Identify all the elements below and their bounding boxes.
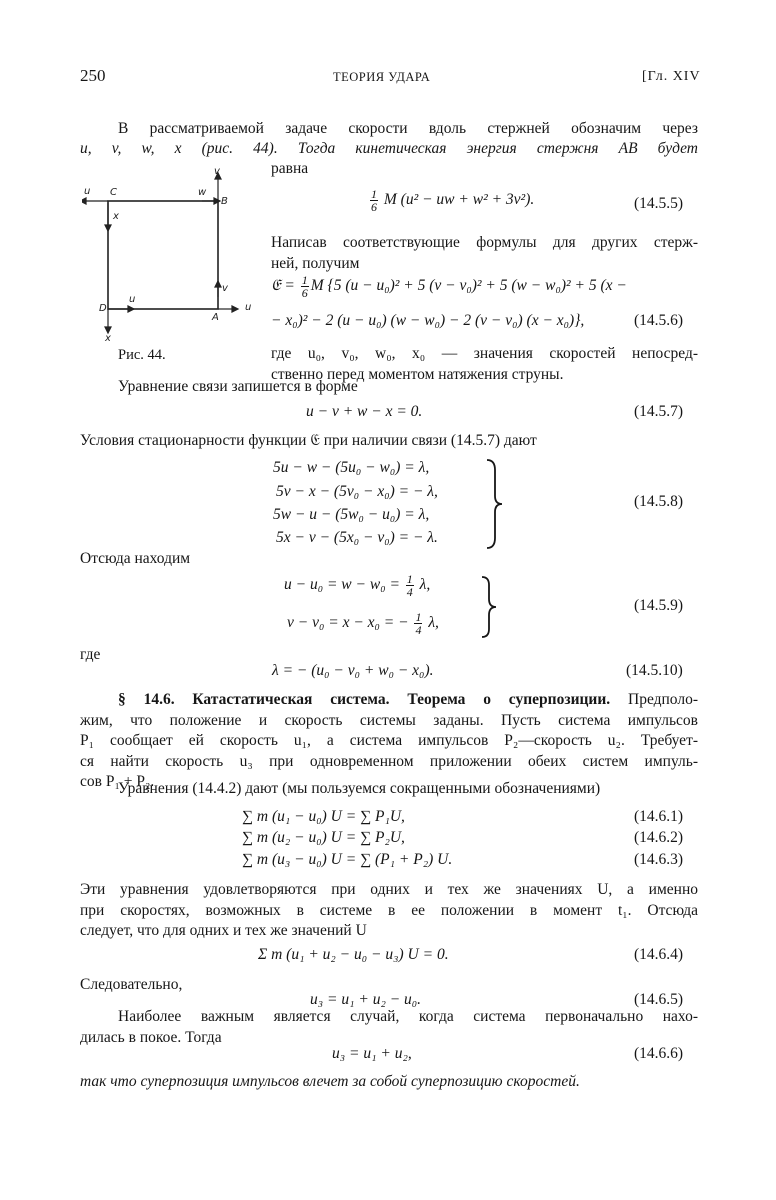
equation-14-5-5: $\frac{1}{6}$ M (u² − uw + w² + 3v²).	[371, 187, 535, 214]
text-line: В рассматриваемой задаче скорости вдоль стержней обозначим через	[118, 120, 698, 137]
equation-14-5-7: u − v + w − x = 0.	[306, 403, 423, 420]
figure-44-diagram	[82, 165, 262, 345]
figure-caption: Рис. 44.	[118, 347, 166, 363]
text-line: сов P₁ + P₂.	[80, 773, 155, 790]
arrow-right-a	[232, 306, 238, 312]
fig-label-A: A	[212, 312, 219, 323]
arrow-up-a	[215, 281, 221, 287]
equation-number-14-6-3: (14.6.3)	[634, 851, 684, 868]
text-line: u, v, w, x (рис. 44). Тогда кинетическая энергия стержня AB будет	[80, 140, 698, 157]
text-line: ней, получим	[271, 254, 360, 272]
text-line: Написав соответствующие формулы для других стерж-	[271, 234, 698, 251]
frame-rect	[108, 201, 218, 309]
fig-label-x-bottom: x	[105, 333, 111, 344]
paragraph-8: Уравнения (14.4.2) дают (мы пользуемся сокращенными обозначениями)	[118, 780, 601, 797]
page-number: 250	[80, 66, 106, 85]
equation-14-6-2: ∑ m (u₂ − u₀) U = ∑ P₂U,	[242, 829, 405, 846]
brace-14-5-9	[480, 575, 500, 639]
fig-label-u-bottom: u	[129, 294, 136, 305]
paragraph-10: Следовательно,	[80, 976, 183, 993]
paragraph-1	[80, 119, 698, 140]
arrow-down-c	[105, 225, 111, 231]
text-line: § 14.6. Катастатическая система. Теорема о суперпозиции. Предполо-	[118, 691, 698, 708]
paragraph-7: где	[80, 646, 101, 663]
paragraph-1-end	[271, 159, 371, 180]
equation-number-14-6-1: (14.6.1)	[634, 808, 684, 825]
text-line: жим, что положение и скорость системы заданы. Пусть система импульсов	[80, 711, 698, 729]
equation-number-14-5-8: (14.5.8)	[634, 493, 684, 510]
text-line: Эти уравнения удовлетворяются при одних и тех же значениях U, а именно	[80, 881, 698, 898]
text-line: следует, что для одних и тех же значений U	[80, 922, 367, 939]
arrow-left-top	[82, 198, 86, 204]
equation-14-6-5: u₃ = u₁ + u₂ − u₀.	[310, 991, 422, 1008]
paragraph-2	[271, 233, 698, 274]
brace-14-5-8	[485, 458, 505, 550]
equation-14-6-6: u₃ = u₁ + u₂,	[332, 1045, 412, 1062]
equation-14-5-9-line-1: u − u₀ = w − w₀ = $\frac{1}{4}$ λ,	[284, 572, 431, 599]
fig-label-u-right: u	[245, 302, 252, 313]
paragraph-1-cont	[80, 139, 698, 160]
section-14-6	[80, 690, 698, 793]
equation-14-5-8-line-2: 5v − x − (5v₀ − x₀) = − λ,	[276, 483, 438, 500]
equation-14-6-1: ∑ m (u₁ − u₀) U = ∑ P₁U,	[242, 808, 405, 825]
fig-label-w-top: w	[198, 187, 207, 198]
paragraph-11	[80, 1007, 698, 1048]
paragraph-6: Отсюда находим	[80, 550, 191, 567]
fig-label-v-mid: v	[222, 283, 228, 294]
arrow-right-top	[214, 198, 220, 204]
equation-14-5-8-line-4: 5x − v − (5x₀ − v₀) = − λ.	[276, 529, 438, 546]
equation-number-14-6-2: (14.6.2)	[634, 829, 684, 846]
equation-14-5-8-line-1: 5u − w − (5u₀ − w₀) = λ,	[273, 459, 430, 476]
text-line: равна	[271, 160, 309, 177]
fig-label-D: D	[99, 303, 107, 314]
fig-label-v-top: v	[214, 166, 220, 177]
fraction: $\frac{1}{4}$	[415, 610, 422, 637]
text-line: дилась в покое. Тогда	[80, 1028, 222, 1046]
text-line: ся найти скорость u₃ при одновременном приложении обеих систем импуль-	[80, 752, 698, 770]
equation-14-5-10: λ = − (u₀ − v₀ + w₀ − x₀).	[272, 662, 434, 679]
equation-number-14-6-6: (14.6.6)	[634, 1045, 684, 1062]
fraction: $\frac{1}{6}$	[301, 273, 308, 300]
paragraph-9	[80, 880, 698, 942]
equation-number-14-5-9: (14.5.9)	[634, 597, 684, 614]
chapter-label: [Гл. XIV	[642, 69, 701, 84]
equation-14-6-3: ∑ m (u₃ − u₀) U = ∑ (P₁ + P₂) U.	[242, 851, 453, 868]
fig-label-u-left: u	[84, 186, 91, 197]
fig-label-x-mid: x	[113, 211, 119, 222]
text-line: ственно перед моментом натяжения струны.	[271, 365, 564, 383]
text-line: при скоростях, возможных в системе в ее положении в момент t₁. Отсюда	[80, 901, 698, 919]
paragraph-5: Условия стационарности функции 𝔈 при наличии связи (14.5.7) дают	[80, 432, 537, 449]
equation-number-14-5-5: (14.5.5)	[634, 195, 684, 212]
equation-14-5-9-line-2: v − v₀ = x − x₀ = − $\frac{1}{4}$ λ,	[287, 610, 439, 637]
fig-label-C: C	[110, 187, 117, 198]
text-line: где u₀, v₀, w₀, x₀ — значения скоростей непосред-	[271, 345, 698, 362]
fraction: $\frac{1}{4}$	[406, 572, 413, 599]
paragraph-12: так что суперпозиция импульсов влечет за собой суперпозицию скоростей.	[80, 1073, 580, 1090]
equation-14-5-6-line-2: − x₀)² − 2 (u − u₀) (w − w₀) − 2 (v − v₀) (x − x₀)},	[271, 312, 585, 329]
equation-number-14-5-7: (14.5.7)	[634, 403, 684, 420]
text-line: P₁ сообщает ей скорость u₁, а система импульсов P₂—скорость u₂. Требует-	[80, 732, 698, 749]
arrow-right-d	[128, 306, 134, 312]
section-heading: § 14.6. Катастатическая система. Теорема о суперпозиции.	[118, 691, 611, 708]
text-line: Наиболее важным является случай, когда система первоначально нахо-	[118, 1008, 698, 1025]
fraction: $\frac{1}{6}$	[371, 187, 377, 214]
equation-14-5-8-line-3: 5w − u − (5w₀ − u₀) = λ,	[273, 506, 430, 523]
equation-number-14-6-5: (14.6.5)	[634, 991, 684, 1008]
equation-14-6-4: Σ m (u₁ + u₂ − u₀ − u₃) U = 0.	[258, 946, 449, 963]
equation-14-5-6-line-1: 𝔈 = $\frac{1}{6}$ M {5 (u − u₀)² + 5 (v − v₀)² + 5 (w − w₀)² + 5 (x −	[271, 273, 627, 300]
equation-number-14-6-4: (14.6.4)	[634, 946, 684, 963]
fig-label-B: B	[221, 196, 228, 207]
equation-number-14-5-10: (14.5.10)	[626, 662, 683, 679]
paragraph-4: Уравнение связи запишется в форме	[118, 378, 358, 395]
running-title: ТЕОРИЯ УДАРА	[333, 70, 431, 84]
equation-number-14-5-6: (14.5.6)	[634, 312, 684, 329]
